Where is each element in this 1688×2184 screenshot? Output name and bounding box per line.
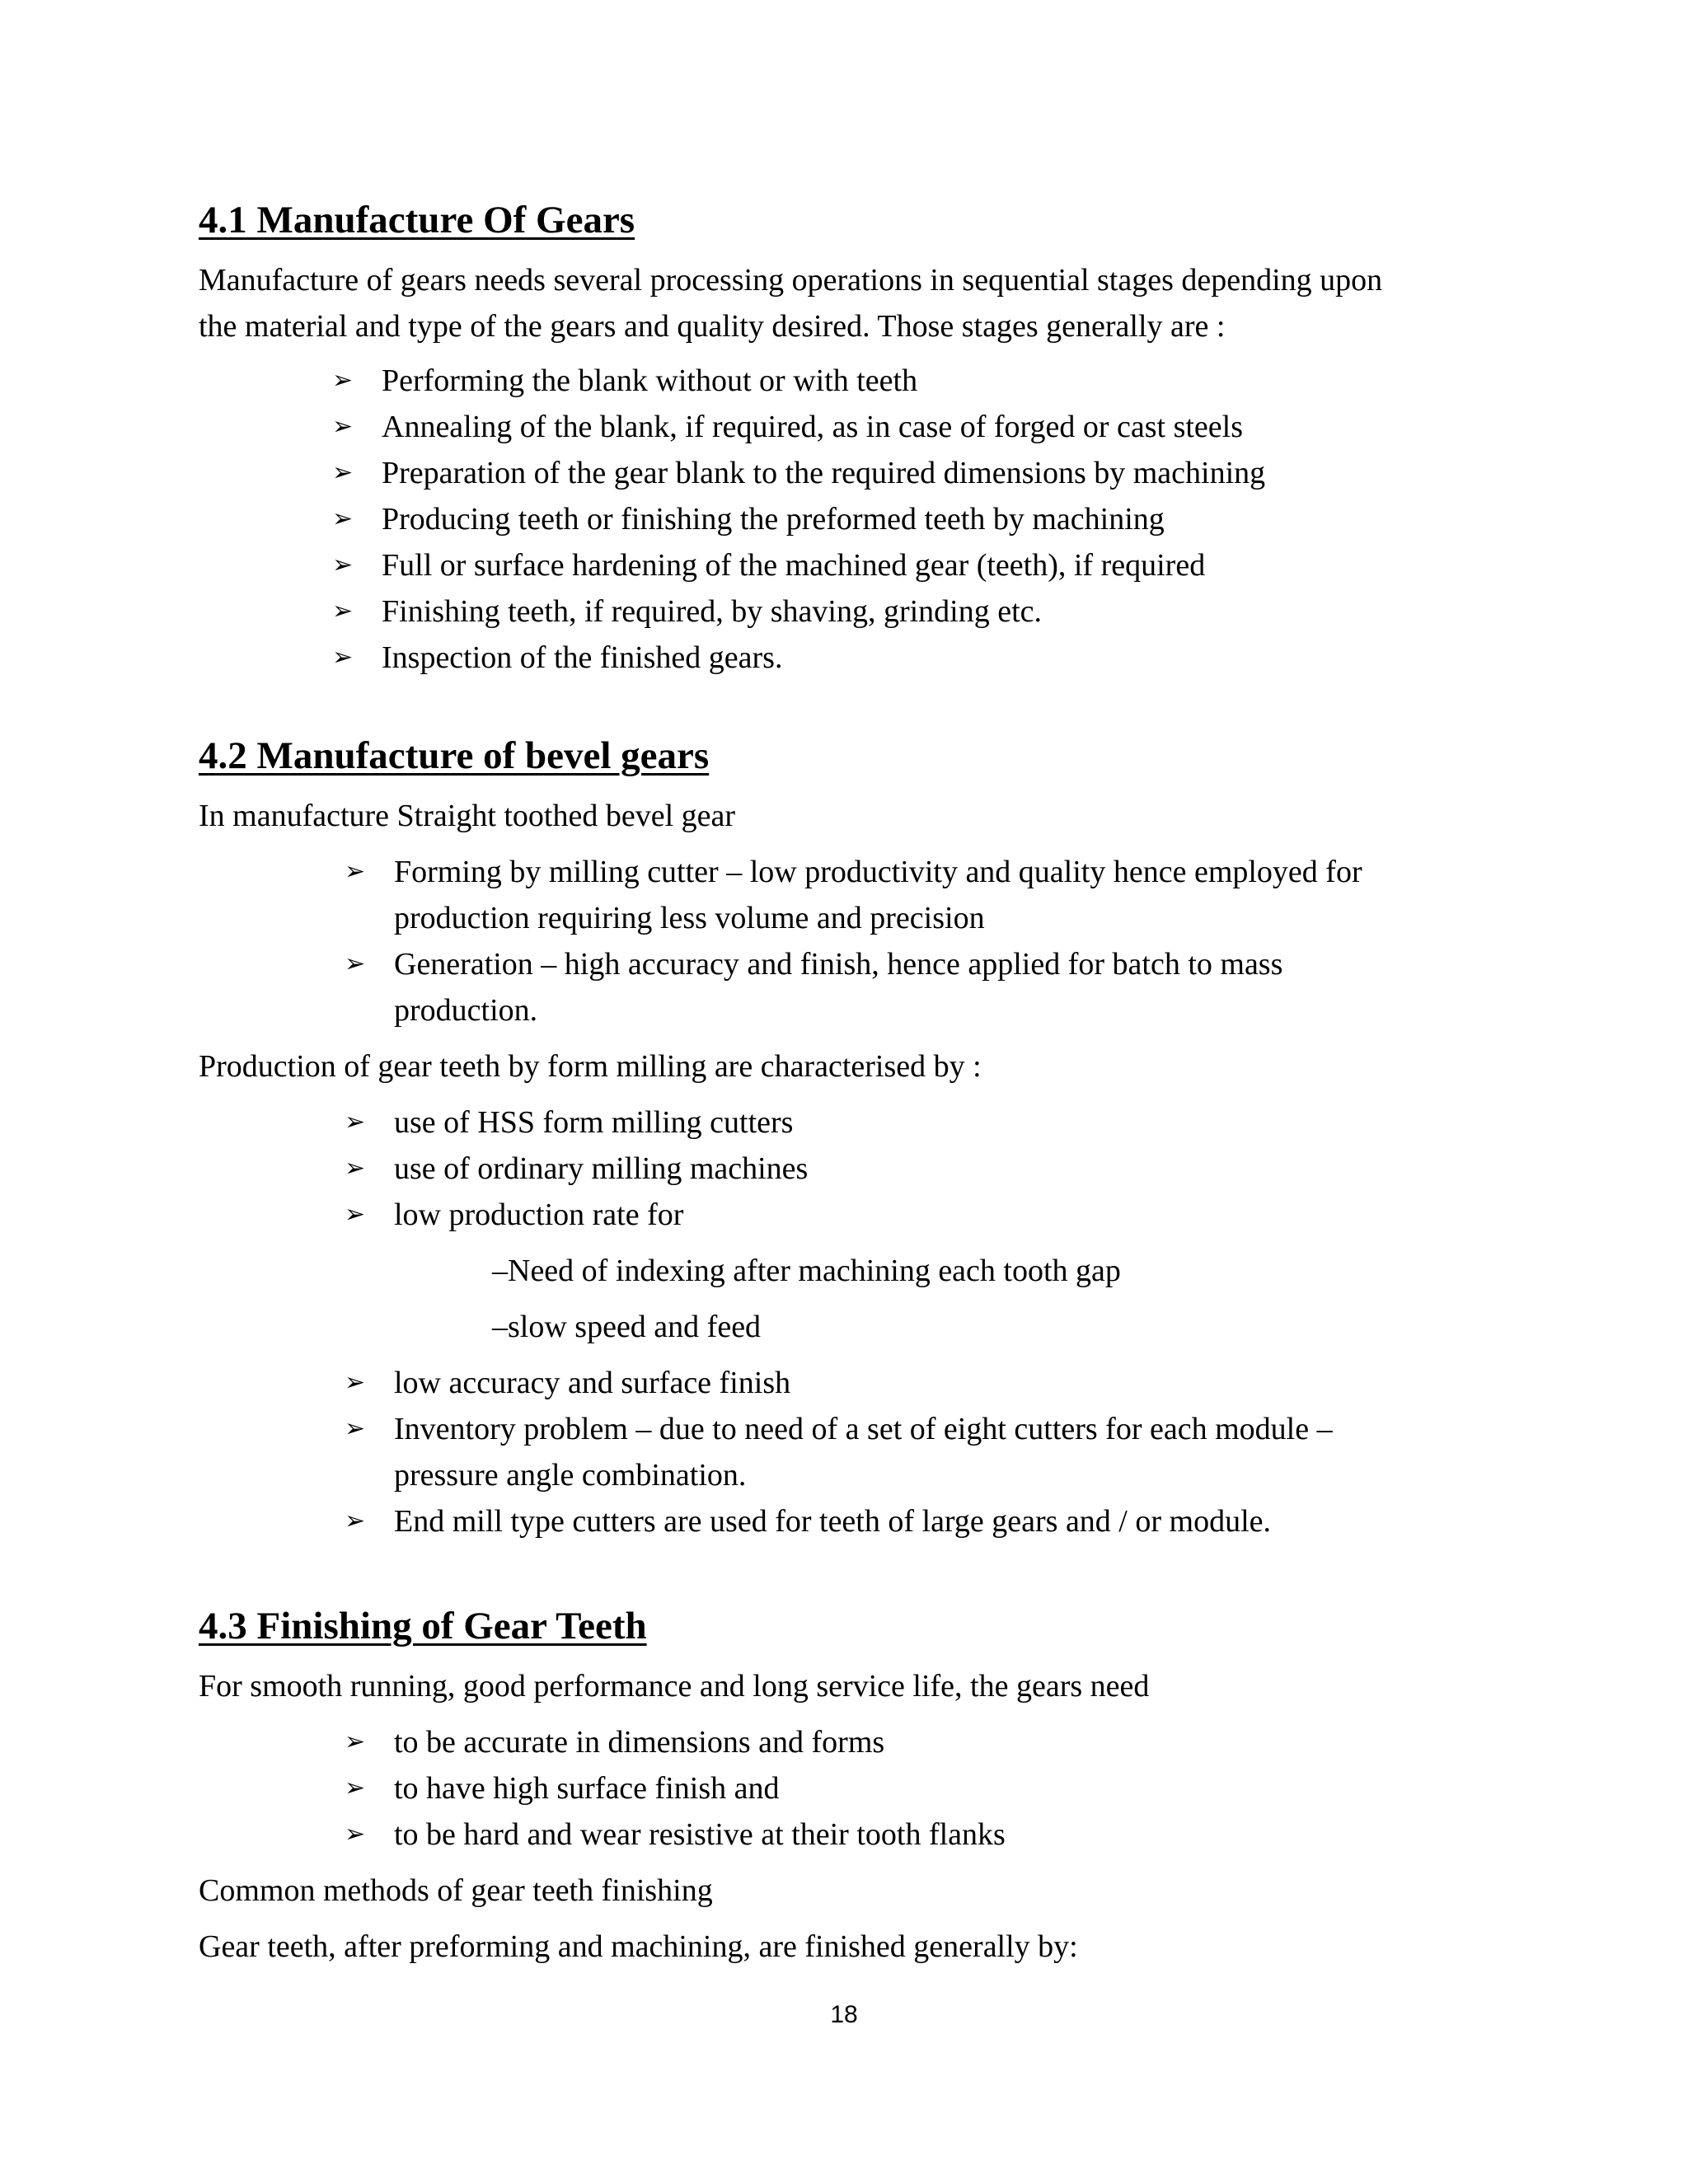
arrow-bullet-icon: ➢ bbox=[345, 1414, 366, 1443]
arrow-bullet-icon: ➢ bbox=[332, 366, 354, 395]
arrow-bullet-icon: ➢ bbox=[345, 1820, 366, 1849]
paragraph-line: Gear teeth, after preforming and machining, are finished generally by: bbox=[199, 1929, 1078, 1964]
document-page: 4.1 Manufacture Of Gears Manufacture of gears needs several processing operations in sequential stages depending upon the material and type of the gears and quality desired. Those stages generally are : ➢ Performing the blank without or with teeth ➢ Annealing of the blank, if required, as in case of forged or cast steels ➢ Preparation of the gear blank to the required dimensions by machining ➢ Producing teeth or finishing the preformed teeth by machining ➢ Full or surface hardening of the machined gear (teeth), if required ➢ Finishing teeth, if required, by shaving, grinding etc. ➢ Inspection of the finished gears. 4.2 Manufacture of bevel gears In manufacture Straight toothed bevel gear ➢ Forming by milling cutter – low productivity and quality hence employed for production requiring less volume and precision ➢ Generation – high accuracy and finish, hence applied for batch to mass production. Production of gear teeth by form milling are characterised by : ➢ use of HSS form milling cutters ➢ use of ordinary milling machines ➢ low production rate for –Need of indexing after machining each tooth gap –slow speed and feed ➢ low accuracy and surface finish ➢ Inventory problem – due to need of a set of eight cutters for each module – pressure angle combination. ➢ End mill type cutters are used for teeth of large gears and / or module. 4.3 Finishing of Gear Teeth For smooth running, good performance and long service life, the gears need ➢ to be accurate in dimensions and forms ➢ to have high surface finish and ➢ to be hard and wear resistive at their tooth flanks Common methods of gear teeth finishing Gear teeth, after preforming and machining, are finished generally by: 18 bbox=[0, 0, 1688, 2184]
paragraph-line: the material and type of the gears and quality desired. Those stages generally are : bbox=[199, 309, 1226, 344]
arrow-bullet-icon: ➢ bbox=[332, 412, 354, 441]
paragraph-line: Common methods of gear teeth finishing bbox=[199, 1873, 713, 1908]
section-heading-4-3: 4.3 Finishing of Gear Teeth bbox=[199, 1605, 647, 1647]
arrow-bullet-icon: ➢ bbox=[345, 949, 366, 978]
arrow-bullet-icon: ➢ bbox=[345, 1108, 366, 1137]
dash-item: –slow speed and feed bbox=[492, 1310, 762, 1344]
arrow-bullet-icon: ➢ bbox=[332, 458, 354, 487]
paragraph-line: Production of gear teeth by form milling are characterised by : bbox=[199, 1049, 982, 1084]
section-heading-4-2: 4.2 Manufacture of bevel gears bbox=[199, 734, 710, 777]
page-number: 18 bbox=[830, 2001, 858, 2028]
arrow-bullet-icon: ➢ bbox=[332, 551, 354, 579]
arrow-bullet-icon: ➢ bbox=[345, 1154, 366, 1183]
arrow-bullet-icon: ➢ bbox=[345, 1774, 366, 1802]
arrow-bullet-icon: ➢ bbox=[345, 1200, 366, 1229]
arrow-bullet-icon: ➢ bbox=[345, 1727, 366, 1756]
paragraph-line: Manufacture of gears needs several processing operations in sequential stages depending upon bbox=[199, 263, 1383, 298]
arrow-bullet-icon: ➢ bbox=[332, 504, 354, 533]
arrow-bullet-icon: ➢ bbox=[332, 643, 354, 672]
dash-icon: – bbox=[492, 1310, 508, 1344]
section-heading-4-1: 4.1 Manufacture Of Gears bbox=[199, 199, 635, 241]
dash-icon: – bbox=[492, 1254, 508, 1288]
arrow-bullet-icon: ➢ bbox=[345, 1368, 366, 1397]
dash-item: –Need of indexing after machining each tooth gap bbox=[492, 1254, 1121, 1288]
arrow-bullet-icon: ➢ bbox=[345, 857, 366, 886]
paragraph-line: In manufacture Straight toothed bevel gear bbox=[199, 799, 736, 833]
arrow-bullet-icon: ➢ bbox=[332, 597, 354, 626]
arrow-bullet-icon: ➢ bbox=[345, 1507, 366, 1535]
paragraph-line: For smooth running, good performance and long service life, the gears need bbox=[199, 1669, 1150, 1704]
